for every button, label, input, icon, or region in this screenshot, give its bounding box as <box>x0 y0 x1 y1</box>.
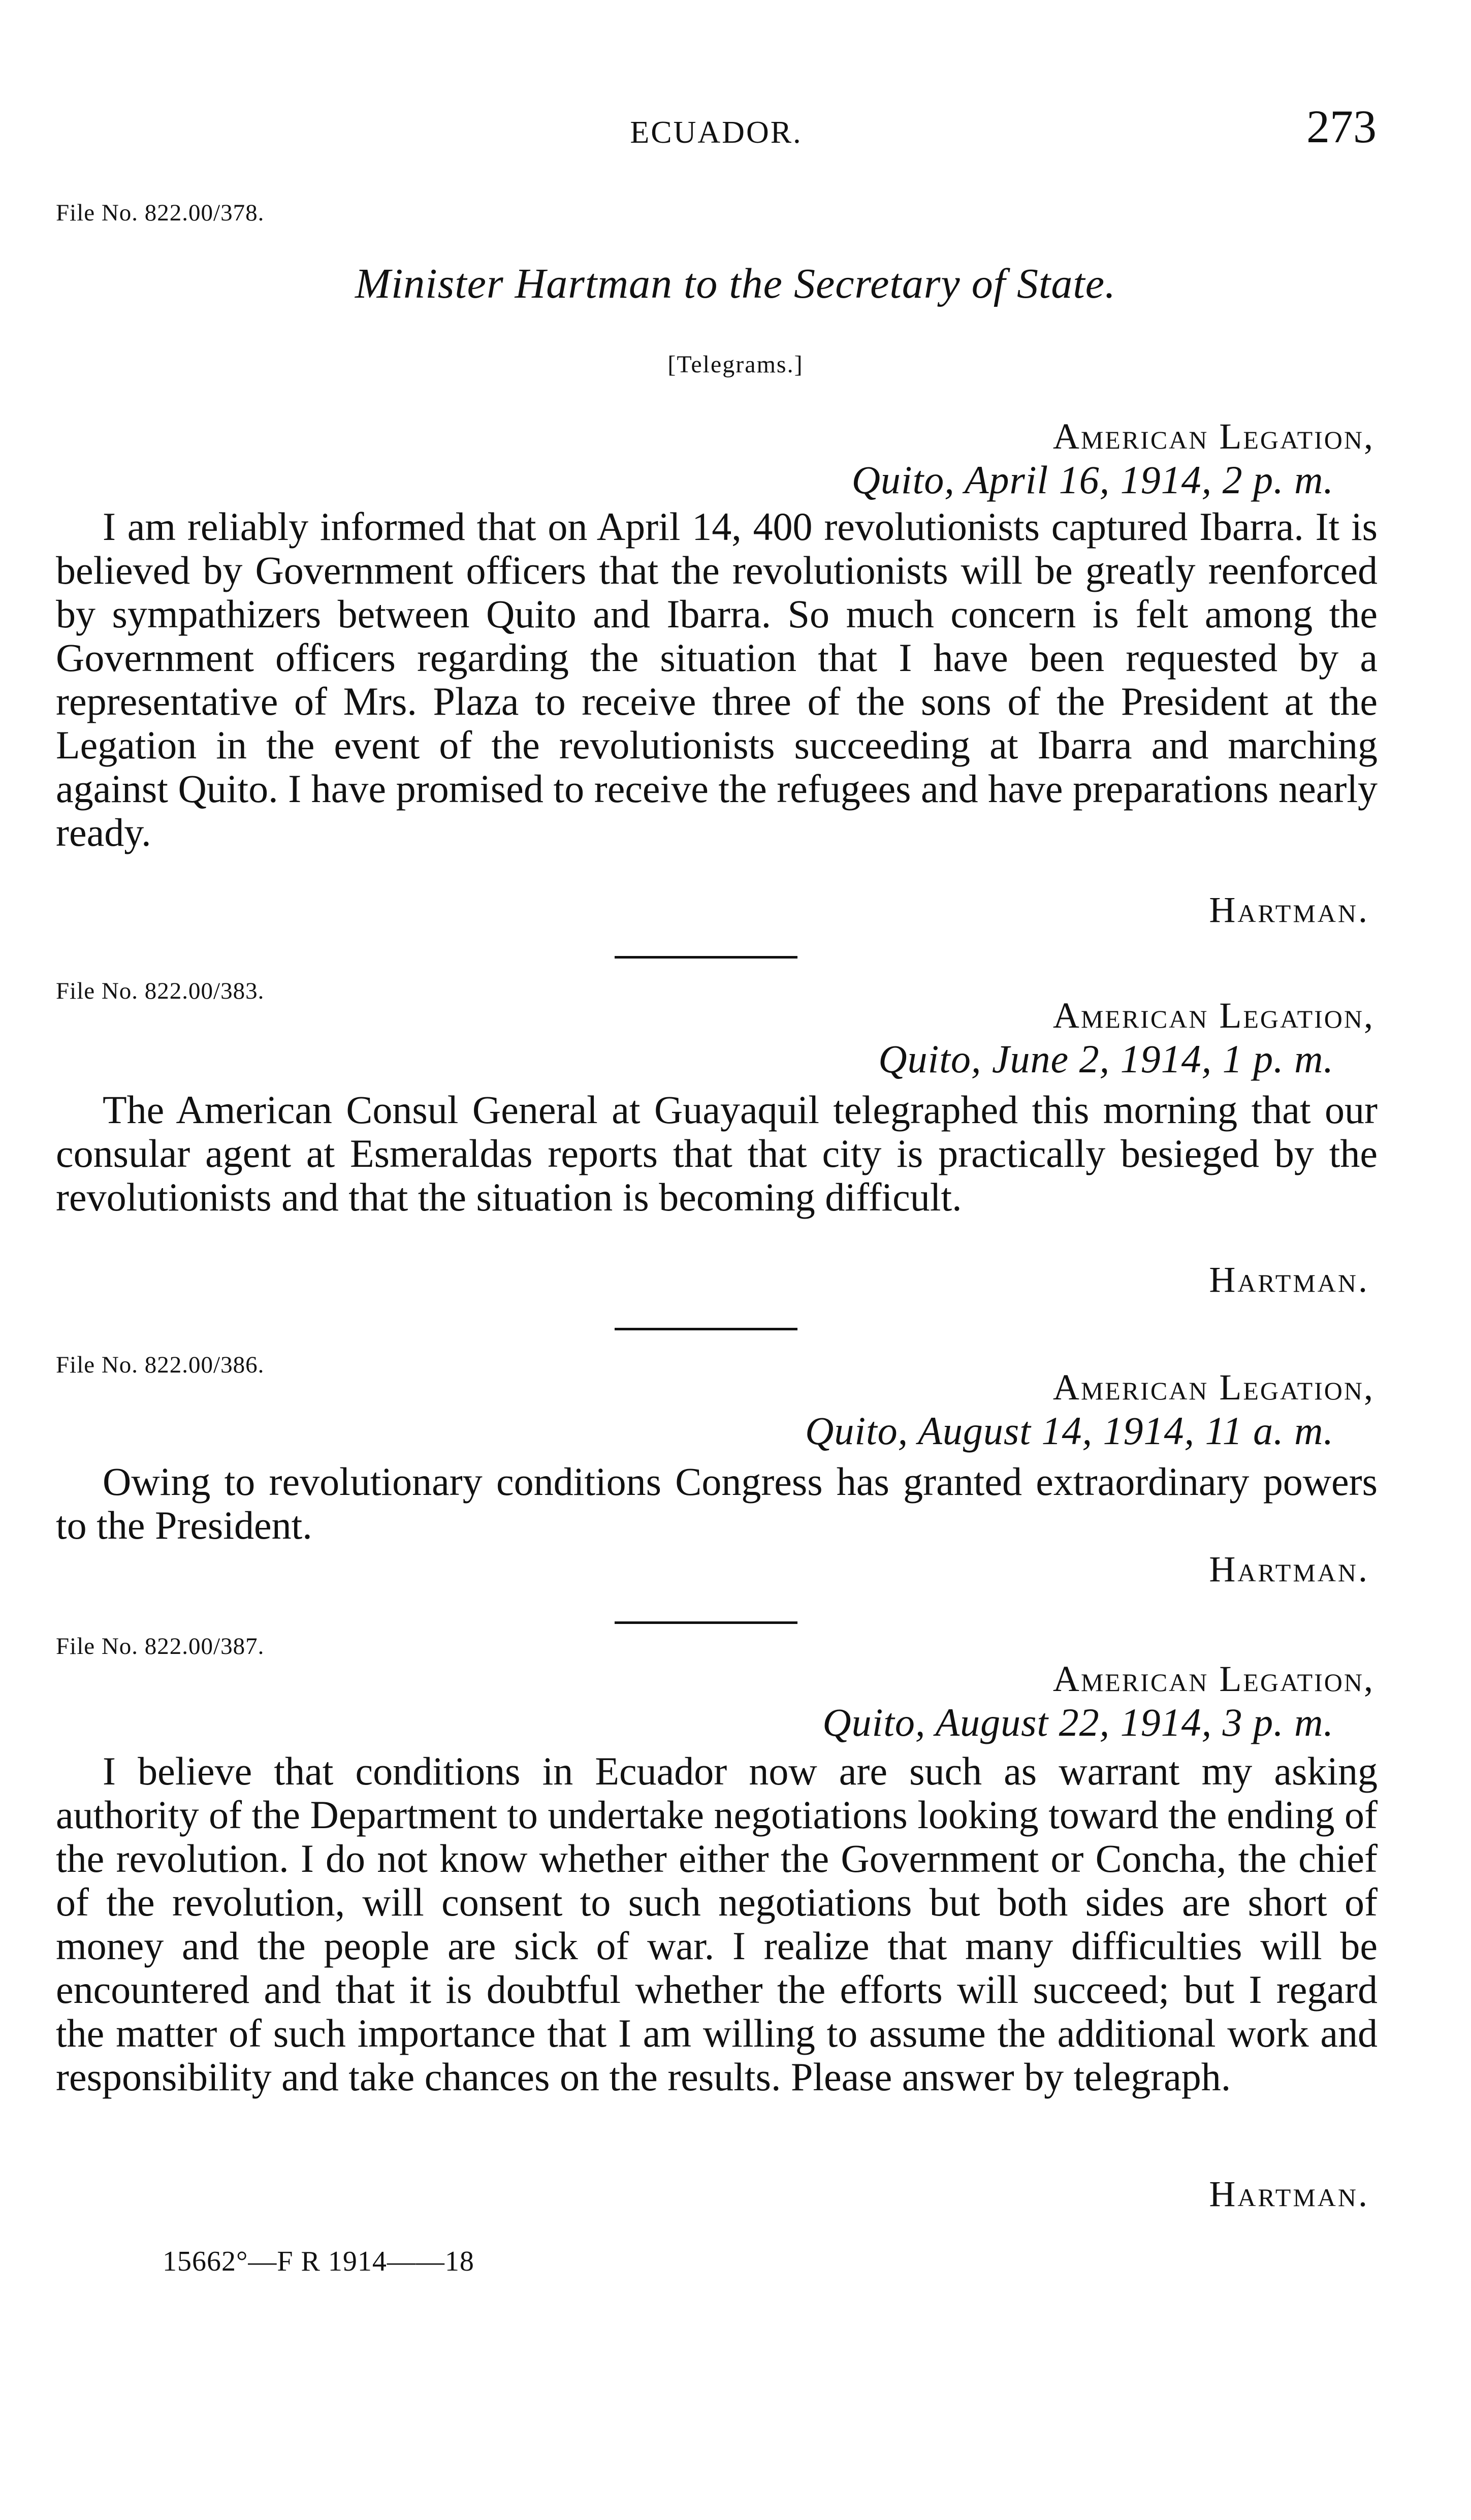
dateline: Quito, August 14, 1914, 11 a. m. <box>805 1409 1334 1453</box>
dateline: Quito, June 2, 1914, 1 p. m. <box>878 1037 1334 1081</box>
signature: Hartman. <box>1209 1549 1369 1589</box>
section-divider <box>615 956 797 959</box>
telegrams-label: [Telegrams.] <box>667 351 804 378</box>
signature: Hartman. <box>1209 889 1369 930</box>
legation-heading: American Legation, <box>1052 1367 1374 1408</box>
dateline: Quito, April 16, 1914, 2 p. m. <box>851 458 1334 502</box>
legation-heading: American Legation, <box>1052 416 1374 457</box>
file-number: File No. 822.00/383. <box>56 978 265 1004</box>
file-number: File No. 822.00/378. <box>56 200 265 226</box>
dateline: Quito, August 22, 1914, 3 p. m. <box>822 1700 1334 1744</box>
legation-heading: American Legation, <box>1052 1658 1374 1699</box>
running-head <box>56 100 1377 155</box>
telegram-body: Owing to revolutionary conditions Congress has granted extraordinary powers to the President. <box>56 1459 1378 1547</box>
signature-mark: 15662°—F R 1914——18 <box>163 2246 474 2277</box>
running-title: ECUADOR. <box>630 115 803 150</box>
document-title: Minister Hartman to the Secretary of State. <box>355 260 1116 307</box>
telegram-body: The American Consul General at Guayaquil telegraphed this morning that our consular agent at Esmeraldas reports that that city is practically besieged by the revolutionists and that the situation is becoming difficult. <box>56 1088 1378 1219</box>
telegram-body: I am reliably informed that on April 14, 400 revolutionists captured Ibarra. It is believed by Government officers that the revolutionists will be greatly reenforced by sympathizers between Quito and Ibarra. So much concern is felt among the Government officers regarding the situation that I have been requested by a representative of Mrs. Plaza to receive three of the sons of the President at the Legation in the event of the revolutionists succeeding at Ibarra and marching against Quito. I have promised to receive the refugees and have preparations nearly ready. <box>56 504 1378 854</box>
signature: Hartman. <box>1209 1259 1369 1300</box>
telegram-body: I believe that conditions in Ecuador now are such as warrant my asking authority of the Department to undertake negotiations looking toward the ending of the revolution. I do not know whether either the Government or Concha, the chief of the revolution, will consent to such negotiations but both sides are short of money and the people are sick of war. I realize that many difficulties will be encountered and that it is doubtful whether the efforts will succeed; but I regard the matter of such importance that I am willing to assume the additional work and responsibility and take chances on the results. Please answer by telegraph. <box>56 1749 1378 2099</box>
section-divider <box>615 1328 797 1330</box>
page-number: 273 <box>1306 101 1377 152</box>
section-divider <box>615 1621 797 1624</box>
file-number: File No. 822.00/386. <box>56 1352 265 1378</box>
file-number: File No. 822.00/387. <box>56 1633 265 1660</box>
legation-heading: American Legation, <box>1052 995 1374 1036</box>
signature: Hartman. <box>1209 2174 1369 2214</box>
